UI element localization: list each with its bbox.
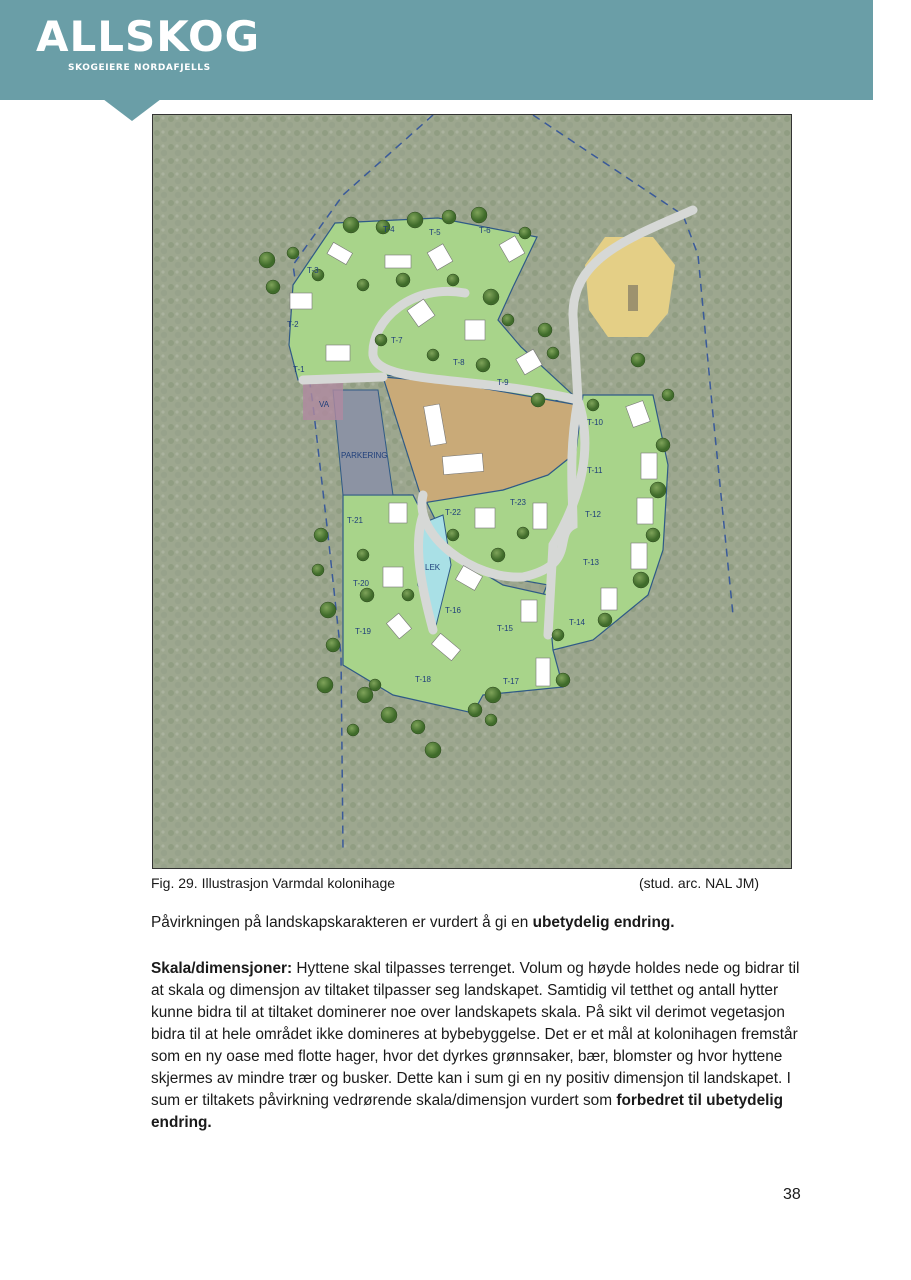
- paragraph2-bold: forbedret til ubetydelig endring.: [151, 1092, 784, 1131]
- svg-text:T-8: T-8: [453, 358, 465, 367]
- paragraph2-lead: Skala/dimensjoner:: [151, 960, 293, 977]
- label-va: VA: [319, 400, 330, 409]
- paragraph2-text: Hyttene skal tilpasses terrenget. Volum og høyde holdes nede og bidrar til at skala og dimensjon av tiltaket tilpasser seg landskapet. Samtidig vil tetthet og antall hytter kunne bidra til at tiltaket dominerer noe over landskapets skala. På sikt vil derimot vegetasjon bidra til at hele området ikke domineres at bybebyggelse. Det er et mål at kolonihagen fremstår som en ny oase med flotte hager, hvor det dyrkes grønnsaker, bær, blomster og hvor hyttene skjermes av mindre trær og busker. Dette kan i sum gi en ny positiv dimensjon til landskapet. I sum er tiltakets påvirkning vedrørende skala/dimensjon vurdert som: [151, 960, 800, 1109]
- svg-text:T-17: T-17: [503, 677, 520, 686]
- svg-text:T-7: T-7: [391, 336, 403, 345]
- svg-text:T-10: T-10: [587, 418, 604, 427]
- logo-tagline: SKOGEIERE NORDAFJELLS: [68, 63, 211, 73]
- allskog-logo: [36, 14, 260, 73]
- svg-text:T-23: T-23: [510, 498, 527, 507]
- svg-text:T-21: T-21: [347, 516, 364, 525]
- logo-wordmark: ALLSKOG: [36, 12, 261, 61]
- svg-text:T-18: T-18: [415, 675, 432, 684]
- label-lek: LEK: [425, 563, 441, 572]
- svg-text:T-6: T-6: [479, 226, 491, 235]
- svg-text:T-19: T-19: [355, 627, 372, 636]
- label-parkering: PARKERING: [341, 451, 388, 460]
- svg-text:T-15: T-15: [497, 624, 514, 633]
- svg-text:T-13: T-13: [583, 558, 600, 567]
- site-plan-figure: [152, 114, 792, 869]
- svg-text:T-14: T-14: [569, 618, 586, 627]
- page-number: 38: [783, 1186, 801, 1203]
- paragraph-landscape-impact: [151, 912, 811, 934]
- site-plan-illustration: [153, 115, 791, 868]
- svg-text:T-3: T-3: [307, 266, 319, 275]
- paragraph1-text: Påvirkningen på landskapskarakteren er vurdert å gi en: [151, 914, 533, 931]
- paragraph1-bold: ubetydelig endring.: [532, 914, 675, 931]
- svg-text:T-12: T-12: [585, 510, 602, 519]
- svg-text:T-5: T-5: [429, 228, 441, 237]
- svg-text:T-20: T-20: [353, 579, 370, 588]
- svg-text:T-11: T-11: [587, 466, 603, 475]
- svg-text:T-4: T-4: [383, 225, 395, 234]
- svg-text:T-2: T-2: [287, 320, 299, 329]
- paragraph-scale-dimensions: [151, 958, 811, 1134]
- figure-caption: Fig. 29. Illustrasjon Varmdal kolonihage: [151, 875, 396, 891]
- svg-text:T-9: T-9: [497, 378, 509, 387]
- svg-text:T-22: T-22: [445, 508, 462, 517]
- svg-text:T-16: T-16: [445, 606, 462, 615]
- figure-credit: (stud. arc. NAL JM): [639, 875, 760, 891]
- svg-text:T-1: T-1: [293, 365, 305, 374]
- header-band: [0, 0, 873, 100]
